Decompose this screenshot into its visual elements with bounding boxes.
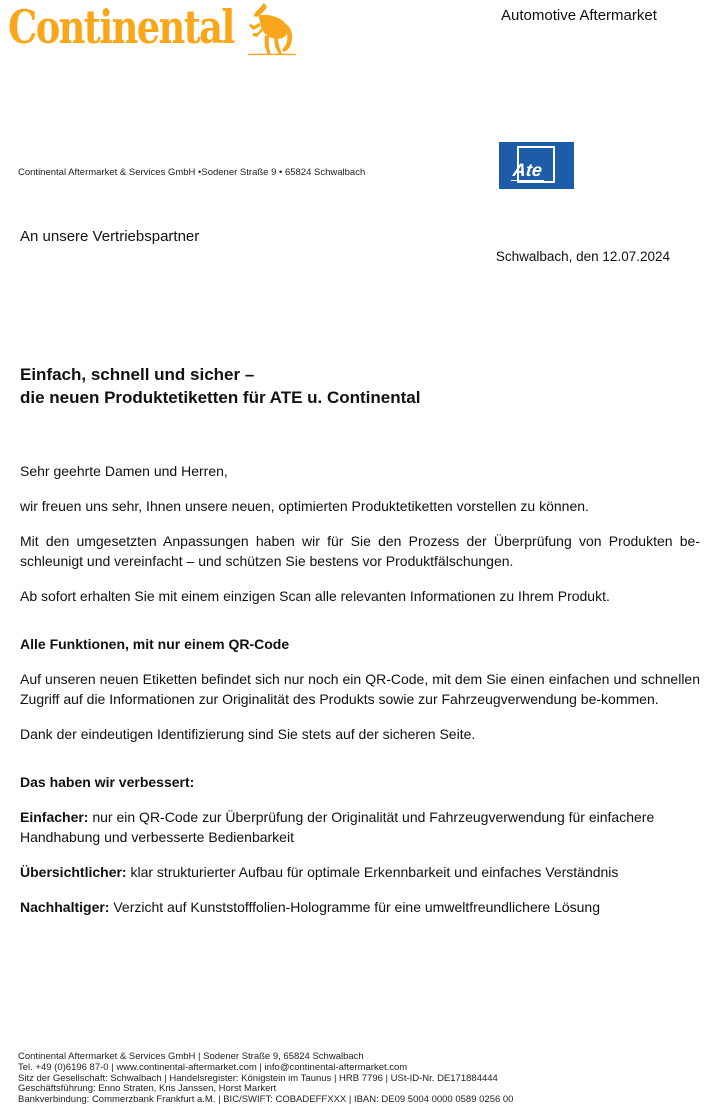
- section-heading-qr-code: Alle Funktionen, mit nur einem QR-Code: [20, 636, 290, 652]
- improvement-item-uebersichtlicher: [20, 862, 700, 882]
- footer-line-contact: Tel. +49 (0)6196 87-0 | www.continental-aftermarket.com | info@continental-aftermarket.com: [18, 1061, 408, 1073]
- paragraph-qr-details: Auf unseren neuen Etiketten befindet sich nur noch ein QR-Code, mit dem Sie einen einfachen und schnellen Zugriff auf die Informationen zur Originalität des Produkts sowie zur Fahrzeugverwendung be-kommen.: [20, 671, 700, 707]
- date-line: Schwalbach, den 12.07.2024: [495, 249, 670, 264]
- improvement-item-nachhaltiger: [20, 897, 700, 917]
- improvement-text: klar strukturierter Aufbau für optimale Erkennbarkeit und einfaches Verständnis: [126, 864, 619, 880]
- paragraph-intro: wir freuen uns sehr, Ihnen unsere neuen, optimierten Produktetiketten vorstellen zu können.: [20, 498, 589, 514]
- subject-line-2: die neuen Produktetiketten für ATE u. Continental: [20, 388, 421, 407]
- improvement-label: Übersichtlicher:: [20, 864, 127, 880]
- ate-logo: [499, 142, 574, 189]
- ate-logo-text: Ate: [511, 160, 546, 181]
- section-heading-improvements: Das haben wir verbessert:: [20, 774, 195, 790]
- continental-wordmark: Continental: [8, 0, 234, 54]
- paragraph-scan: Ab sofort erhalten Sie mit einem einzigen Scan alle relevanten Informationen zu Ihrem Produkt.: [20, 588, 610, 604]
- subject-heading: [20, 363, 700, 409]
- horse-icon: [248, 3, 296, 56]
- sender-address-line: Continental Aftermarket & Services GmbH •Sodener Straße 9 • 65824 Schwalbach: [18, 167, 366, 178]
- letter-body: [20, 363, 700, 932]
- improvement-text: Verzicht auf Kunststofffolien-Hologramme für eine umweltfreundlichere Lösung: [109, 899, 600, 915]
- improvement-text: nur ein QR-Code zur Überprüfung der Originalität und Fahrzeugverwendung für einfachere Handhabung und verbesserte Bedienbarkeit: [20, 809, 655, 845]
- division-title: Automotive Aftermarket: [501, 7, 657, 24]
- footer-imprint: [18, 1052, 708, 1106]
- footer-line-management: Geschäftsführung: Enno Straten, Kris Janssen, Horst Markert: [18, 1083, 277, 1095]
- improvement-item-einfacher: [20, 807, 700, 847]
- footer-line-registry: Sitz der Gesellschaft: Schwalbach | Handelsregister: Königstein im Taunus | HRB 7796 | USt-ID-Nr. DE171884444: [18, 1072, 498, 1084]
- footer-line-company: Continental Aftermarket & Services GmbH | Sodener Straße 9, 65824 Schwalbach: [18, 1051, 364, 1062]
- improvement-label: Nachhaltiger:: [20, 899, 110, 915]
- paragraph-process: Mit den umgesetzten Anpassungen haben wir für Sie den Prozess der Überprüfung von Produkten be-schleunigt und vereinfacht – und schützen Sie bestens vor Produktfälschungen.: [20, 533, 700, 569]
- subject-line-1: Einfach, schnell und sicher –: [20, 365, 255, 384]
- improvement-label: Einfacher:: [20, 809, 89, 825]
- continental-logo: [8, 2, 308, 58]
- recipient-line: An unsere Vertriebspartner: [20, 228, 200, 245]
- footer-line-bank: Bankverbindung: Commerzbank Frankfurt a.M. | BIC/SWIFT: COBADEFFXXX | IBAN: DE09 5004 0000 0589 0256 00: [18, 1094, 514, 1106]
- salutation: Sehr geehrte Damen und Herren,: [20, 463, 228, 479]
- paragraph-identification: Dank der eindeutigen Identifizierung sind Sie stets auf der sicheren Seite.: [20, 726, 476, 742]
